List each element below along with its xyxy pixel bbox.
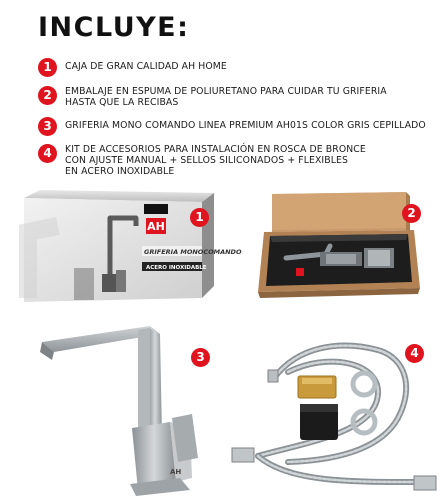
- page-title: INCLUYE:: [38, 12, 190, 43]
- list-item: [38, 144, 366, 177]
- photo-badge: 4: [405, 344, 424, 363]
- list-item: [38, 117, 426, 136]
- photo-badge: 2: [402, 204, 421, 223]
- number-badge: 3: [38, 117, 57, 136]
- product-box-illustration: [18, 188, 242, 308]
- box-photo: [18, 188, 242, 308]
- item-text: GRIFERIA MONO COMANDO LINEA PREMIUM AH01S COLOR GRIS CEPILLADO: [65, 120, 426, 131]
- faucet-photo: [20, 318, 220, 498]
- number-badge: 2: [38, 86, 57, 105]
- box-label-line1: GRIFERIA MONOCOMANDO: [144, 248, 242, 256]
- photo-badge: 3: [191, 348, 210, 367]
- packaging-photo: [256, 188, 438, 310]
- item-text: CAJA DE GRAN CALIDAD AH HOME: [65, 61, 227, 72]
- accessories-photo: [228, 332, 440, 498]
- photo-badge: 1: [190, 208, 209, 227]
- number-badge: 4: [38, 144, 57, 163]
- list-item: [38, 58, 227, 77]
- faucet-illustration: [20, 318, 220, 498]
- list-item: [38, 86, 387, 108]
- box-label-line2: ACERO INOXIDABLE: [146, 265, 207, 271]
- faucet-mark: AH: [170, 468, 182, 476]
- box-logo: AH: [147, 220, 165, 233]
- item-text: KIT DE ACCESORIOS PARA INSTALACIÓN EN ROSCA DE BRONCE CON AJUSTE MANUAL + SELLOS SILICONADOS + FLEXIBLES EN ACERO INOXIDABLE: [65, 144, 366, 177]
- item-text: EMBALAJE EN ESPUMA DE POLIURETANO PARA CUIDAR TU GRIFERIA HASTA QUE LA RECIBAS: [65, 86, 387, 108]
- number-badge: 1: [38, 58, 57, 77]
